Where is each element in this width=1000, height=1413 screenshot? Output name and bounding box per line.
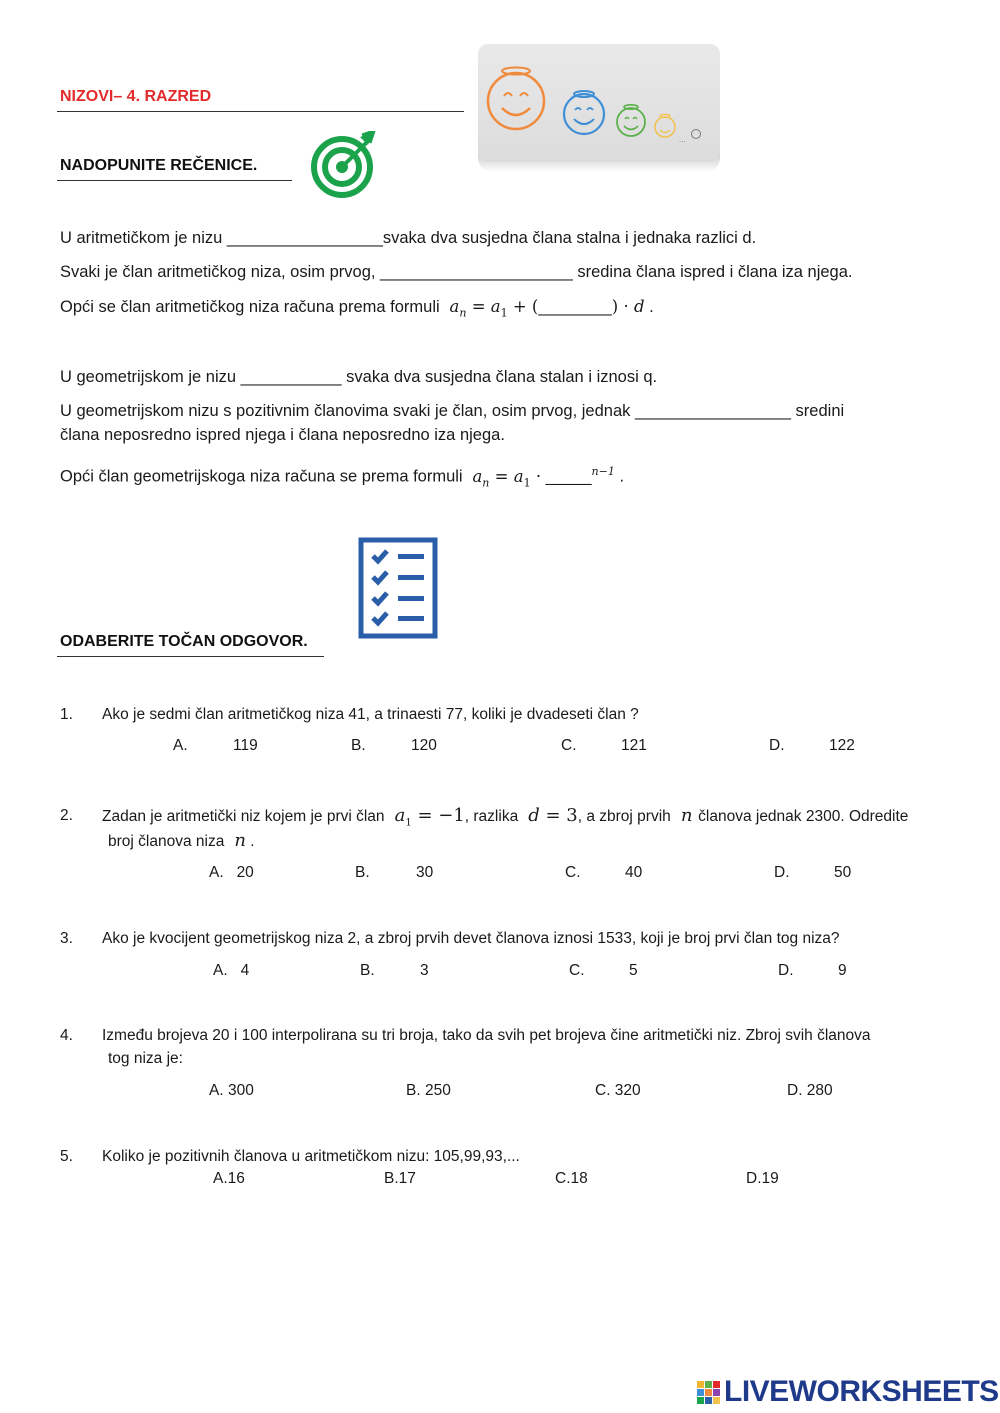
q2-option-a[interactable]: A. 20 (209, 864, 254, 881)
q5-option-a[interactable]: A.16 (213, 1170, 245, 1187)
q3-option-b-label[interactable]: B. (360, 962, 375, 979)
q4-option-a[interactable]: A. 300 (209, 1082, 254, 1099)
q3-option-a[interactable]: A. 4 (213, 962, 250, 979)
q1-option-a-label[interactable]: A. (173, 737, 188, 754)
sentence-geometric-quotient: U geometrijskom je nizu ___________ svaka dva susjedna člana stalan i iznosi q. (60, 368, 658, 386)
question-1-text: Ako je sedmi član aritmetičkog niza 41, a trinaesti 77, koliki je dvadeseti član ? (102, 706, 639, 723)
q2-option-c-label[interactable]: C. (565, 864, 581, 881)
q3-option-c-label[interactable]: C. (569, 962, 585, 979)
sentence-geometric-mean-line1: U geometrijskom nizu s pozitivnim članovima svaki je član, osim prvog, jednak _________________ sredini (60, 402, 845, 420)
q4-option-c[interactable]: C. 320 (595, 1082, 641, 1099)
question-4-text: Između brojeva 20 i 100 interpolirana su tri broja, tako da svih pet brojeva čine aritmetički niz. Zbroj svih članova (102, 1027, 871, 1044)
section-fill-heading: NADOPUNITE REČENICE. (60, 157, 258, 174)
formula-arithmetic: $a_n = a_1$ + ( (444, 297, 539, 320)
q2-option-d-value[interactable]: 50 (834, 864, 852, 881)
question-4-line2: tog niza je: (108, 1050, 183, 1067)
formula-exponent: n−1 (591, 465, 615, 478)
q2-option-c-value[interactable]: 40 (625, 864, 643, 881)
q5-option-c[interactable]: C.18 (555, 1170, 588, 1187)
liveworksheets-logo-icon (697, 1381, 723, 1405)
question-2-line2: broj članova niza n . (108, 830, 255, 851)
formula-geometric: $a_n = a_1$ · (467, 466, 542, 489)
question-4-number: 4. (60, 1027, 73, 1044)
target-icon (310, 131, 378, 199)
q5-option-d[interactable]: D.19 (746, 1170, 779, 1187)
worksheet-title: NIZOVI– 4. RAZRED (60, 88, 212, 105)
q3-option-c-value[interactable]: 5 (629, 962, 638, 979)
question-2-number: 2. (60, 807, 73, 824)
q2-option-d-label[interactable]: D. (774, 864, 790, 881)
q1-option-c-value[interactable]: 121 (621, 737, 647, 754)
sentence-arithmetic-formula: Opći se član aritmetičkog niza računa prema formuli $a_n = a_1$ + (________) · d . (60, 297, 654, 320)
smiley-illustration (478, 44, 720, 162)
section-choice-underline (57, 656, 324, 657)
q3-option-d-label[interactable]: D. (778, 962, 794, 979)
liveworksheets-logo[interactable]: LIVEWORKSHEETS (724, 1375, 999, 1408)
q1-option-a-value[interactable]: 119 (233, 737, 258, 754)
q3-option-b-value[interactable]: 3 (420, 962, 429, 979)
sentence-arithmetic-mean: Svaki je član aritmetičkog niza, osim prvog, _____________________ sredina člana ispred i člana iza njega. (60, 263, 853, 281)
question-1-number: 1. (60, 706, 73, 723)
question-5-number: 5. (60, 1148, 73, 1165)
sentence-geometric-mean-line2: člana neposredno ispred njega i člana neposredno iza njega. (60, 426, 505, 444)
q1-option-d-label[interactable]: D. (769, 737, 785, 754)
q1-option-b-value[interactable]: 120 (411, 737, 437, 754)
q4-option-d[interactable]: D. 280 (787, 1082, 833, 1099)
formula-blank[interactable]: ________ (538, 298, 612, 316)
q4-option-b[interactable]: B. 250 (406, 1082, 451, 1099)
q3-option-d-value[interactable]: 9 (838, 962, 847, 979)
formula-prefix: Opći se član aritmetičkog niza računa prema formuli (60, 298, 440, 316)
q1-option-d-value[interactable]: 122 (829, 737, 855, 754)
question-3-number: 3. (60, 930, 73, 947)
q1-option-c-label[interactable]: C. (561, 737, 577, 754)
formula-prefix: Opći član geometrijskoga niza računa se prema formuli (60, 467, 463, 486)
smiley-faces-icon (478, 44, 720, 162)
question-5-text: Koliko je pozitivnih članova u aritmetičkom nizu: 105,99,93,... (102, 1148, 520, 1165)
section-choice-heading: ODABERITE TOČAN ODGOVOR. (60, 633, 308, 650)
svg-text:...: ... (679, 135, 686, 144)
q5-option-b[interactable]: B.17 (384, 1170, 416, 1187)
question-2-text: Zadan je aritmetički niz kojem je prvi član $a_1 = -1$, razlika d = 3, a zbroj prvih n članova jednak 2300. Odredite (102, 805, 909, 829)
q2-option-b-label[interactable]: B. (355, 864, 370, 881)
q2-option-b-value[interactable]: 30 (416, 864, 434, 881)
title-underline (57, 111, 464, 112)
checklist-icon (358, 537, 438, 639)
formula-blank[interactable]: _____ (545, 467, 592, 486)
question-3-text: Ako je kvocijent geometrijskog niza 2, a zbroj prvih devet članova iznosi 1533, koji je broj prvi član tog niza? (102, 930, 840, 947)
q1-option-b-label[interactable]: B. (351, 737, 366, 754)
sentence-geometric-formula: Opći član geometrijskoga niza računa se prema formuli $a_n = a_1$ · _____$^{n-1}$ . (60, 465, 625, 489)
section-fill-underline (57, 180, 292, 181)
sentence-arithmetic-difference: U aritmetičkom je nizu _________________svaka dva susjedna člana stalna i jednaka razlici d. (60, 229, 757, 247)
